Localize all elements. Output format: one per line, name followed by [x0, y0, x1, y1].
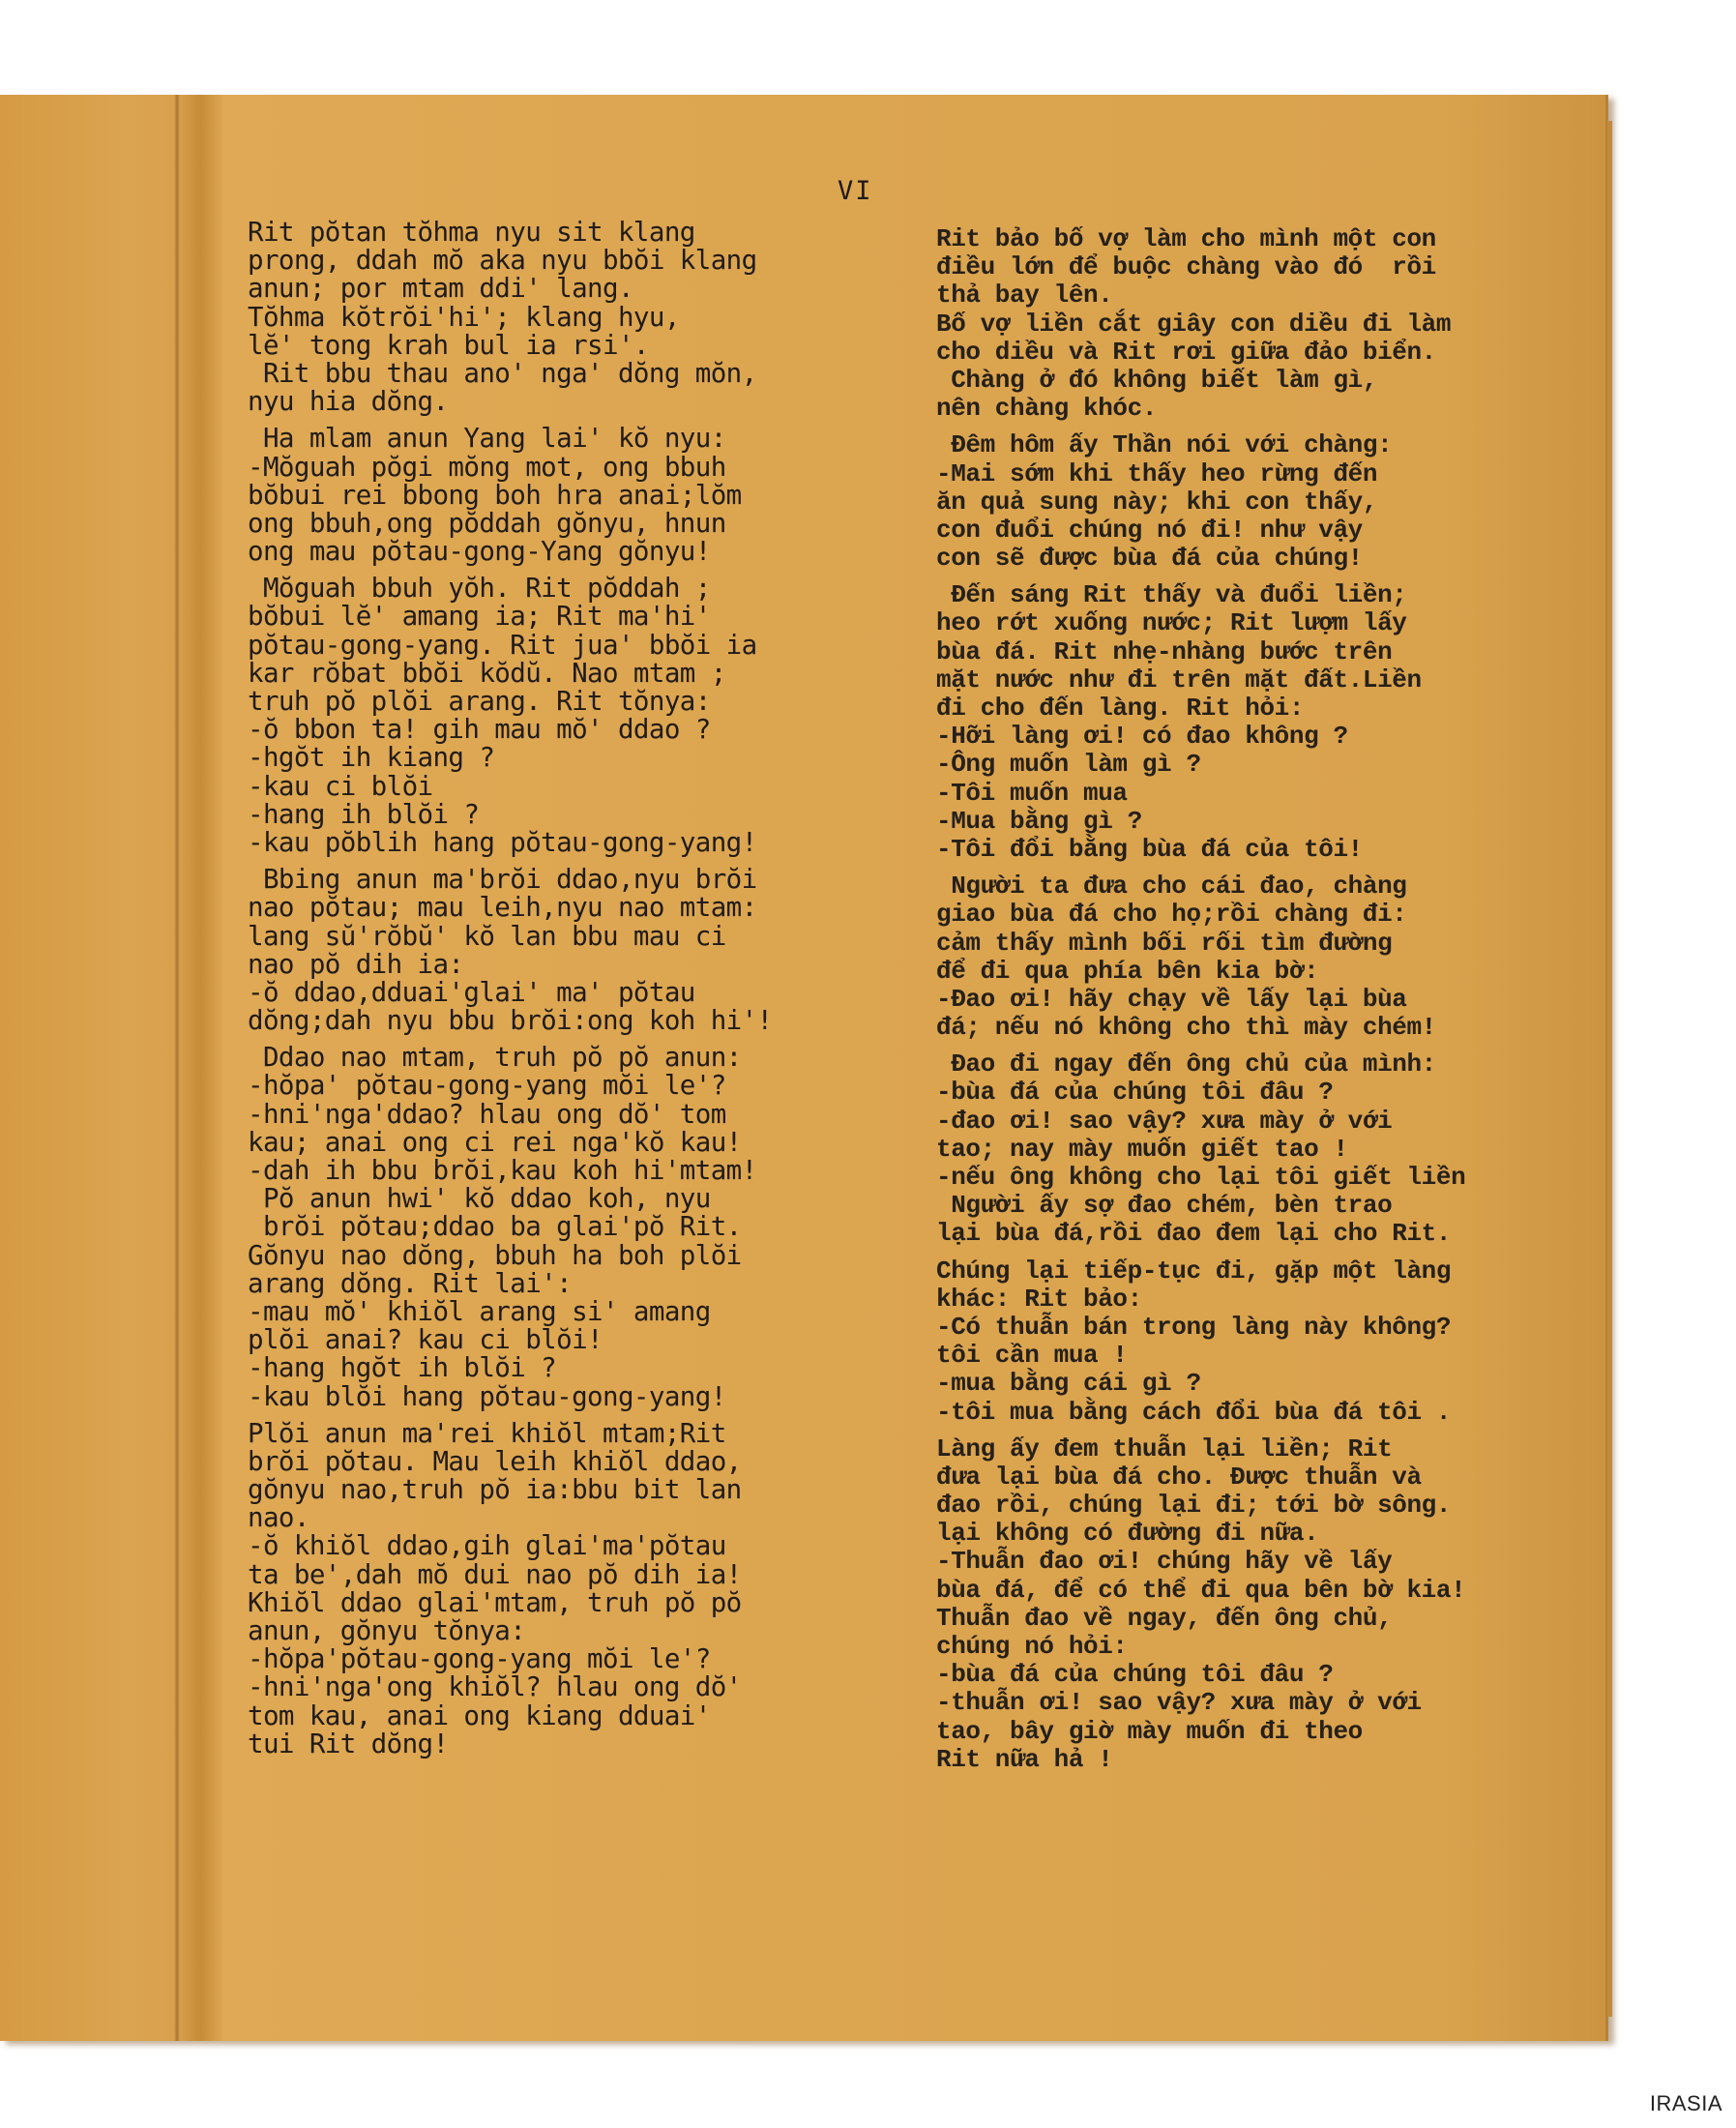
left-text-line: -hŏpa' pŏtau-gong-yang mŏi le'? — [248, 1070, 726, 1102]
right-text-line: khác: Rit bảo: — [936, 1284, 1142, 1314]
left-column-bahnar-text — [248, 219, 876, 1759]
left-text-line: -Mŏguah pŏgi mŏng mot, ong bbuh — [248, 451, 726, 483]
left-text-line: ong mau pŏtau-gong-Yang gŏnyu! — [248, 536, 711, 568]
right-text-line: Thuẫn đao về ngay, đến ông chủ, — [936, 1603, 1393, 1633]
right-text-line: Làng ấy đem thuẫn lại liền; Rit — [936, 1433, 1393, 1463]
right-text-line: lại không có đường đi nữa. — [936, 1519, 1319, 1549]
left-text-line: -hang ih blŏi ? — [248, 798, 480, 830]
right-text-line: -tôi mua bằng cách đổi bùa đá tôi . — [936, 1397, 1452, 1427]
right-text-line: Đến sáng Rit thấy và đuổi liền; — [936, 580, 1407, 610]
left-text-line: Ha mlam anun Yang lai' kŏ nyu: — [248, 423, 726, 455]
right-text-line: điều lớn để buộc chàng vào đó rồi — [936, 252, 1436, 282]
right-text-line: -đao ơi! sao vậy? xưa mày ở với — [936, 1106, 1393, 1136]
right-text-line: thả bay lên. — [936, 281, 1113, 310]
left-text-line: Mŏguah bbuh yŏh. Rit pŏddah ; — [248, 573, 711, 605]
right-text-line: ăn quả sung này; khi con thấy, — [936, 487, 1378, 517]
left-text-line: Ddao nao mtam, truh pŏ pŏ anun: — [248, 1042, 742, 1074]
left-text-line: -hgŏt ih kiang ? — [248, 742, 495, 774]
left-text-line: dŏng;dah nyu bbu brŏi:ong koh hi'! — [248, 1005, 773, 1037]
left-text-line: -ŏ ddao,dduai'glai' ma' pŏtau — [248, 976, 695, 1008]
right-text-line: -bùa đá của chúng tôi đâu ? — [936, 1660, 1334, 1690]
right-text-line: -Thuẫn đao ơi! chúng hãy về lấy — [936, 1547, 1393, 1577]
left-text-line: Bbing anun ma'brŏi ddao,nyu brŏi — [248, 864, 757, 896]
left-text-line: tom kau, anai ong kiang dduai' — [248, 1699, 711, 1731]
right-text-line: Đao đi ngay đến ông chủ của mình: — [936, 1049, 1436, 1079]
left-text-line: nao pŏtau; mau leih,nyu nao mtam: — [248, 892, 757, 924]
left-text-line: kar rŏbat bbŏi kŏdŭ. Nao mtam ; — [248, 657, 726, 689]
page-edge — [1607, 121, 1612, 2017]
left-text-line: brŏi pŏtau;ddao ba glai'pŏ Rit. — [248, 1211, 742, 1243]
right-text-line: Chàng ở đó không biết làm gì, — [936, 365, 1378, 395]
left-text-line: Tŏhma kŏtrŏi'hi'; klang hyu, — [248, 301, 680, 333]
left-text-line: nao. — [248, 1502, 309, 1534]
right-text-line: Người ta đưa cho cái đao, chàng — [936, 872, 1407, 901]
right-text-line: -mua bằng cái gì ? — [936, 1369, 1201, 1399]
left-text-line: Rit pŏtan tŏhma nyu sit klang — [248, 217, 695, 248]
left-text-line: Khiŏl ddao glai'mtam, truh pŏ pŏ — [248, 1586, 742, 1618]
right-text-line: -Mua bằng gì ? — [936, 806, 1142, 836]
right-text-line: đá; nếu nó không cho thì mày chém! — [936, 1013, 1436, 1043]
left-text-line: Plŏi anun ma'rei khiŏl mtam;Rit — [248, 1417, 726, 1449]
right-text-line: cảm thấy mình bối rối tìm đường — [936, 928, 1393, 958]
left-text-line: Pŏ anun hwi' kŏ ddao koh, nyu — [248, 1183, 711, 1215]
left-text-line: tui Rit dŏng! — [248, 1728, 449, 1759]
right-text-line: đi cho đến làng. Rit hỏi: — [936, 694, 1305, 723]
left-text-line: Gŏnyu nao dŏng, bbuh ha boh plŏi — [248, 1239, 742, 1271]
right-text-line: Chúng lại tiếp-tục đi, gặp một làng — [936, 1256, 1452, 1286]
left-text-line: lang sŭ'rŏbŭ' kŏ lan bbu mau ci — [248, 920, 726, 952]
right-text-line: tao; nay mày muốn giết tao ! — [936, 1134, 1348, 1164]
left-text-line: arang dŏng. Rit lai': — [248, 1267, 573, 1299]
left-text-line: prong, ddah mŏ aka nyu bbŏi klang — [248, 245, 757, 277]
right-text-line: để đi qua phía bên kia bờ: — [936, 956, 1319, 986]
right-text-line: cho diều và Rit rơi giữa đảo biển. — [936, 337, 1436, 367]
right-text-line: con sẽ được bùa đá của chúng! — [936, 544, 1363, 574]
right-text-line: -Hỡi làng ơi! có đao không ? — [936, 722, 1348, 752]
right-text-line: heo rớt xuống nước; Rit lượm lấy — [936, 608, 1407, 638]
left-text-line: -dah ih bbu brŏi,kau koh hi'mtam! — [248, 1155, 757, 1186]
right-column-vietnamese-text — [936, 225, 1555, 1774]
left-text-line: ong bbuh,ong pŏddah gŏnyu, hnun — [248, 507, 726, 539]
right-text-line: -Tôi đổi bằng bùa đá của tôi! — [936, 834, 1363, 864]
left-text-line: -hni'nga'ddao? hlau ong dŏ' tom — [248, 1098, 726, 1130]
right-text-line: Bố vợ liền cắt giây con diều đi làm — [936, 309, 1452, 339]
left-text-line: brŏi pŏtau. Mau leih khiŏl ddao, — [248, 1445, 742, 1477]
left-text-line: -hni'nga'ong khiŏl? hlau ong dŏ' — [248, 1671, 742, 1703]
right-text-line: -Đao ơi! hãy chạy về lấy lại bùa — [936, 984, 1407, 1014]
page-fold — [174, 95, 180, 2041]
right-text-line: đao rồi, chúng lại đi; tới bờ sông. — [936, 1491, 1452, 1521]
right-text-line: chúng nó hỏi: — [936, 1632, 1128, 1661]
right-text-line: bùa đá, để có thể đi qua bên bờ kia! — [936, 1575, 1466, 1605]
right-text-line: con đuổi chúng nó đi! như vậy — [936, 515, 1363, 545]
right-text-line: Rit bảo bố vợ làm cho mình một con — [936, 224, 1436, 253]
left-text-line: bŏbui rei bbong boh hra anai;lŏm — [248, 479, 742, 511]
watermark: IRASIA — [1649, 2091, 1722, 2115]
right-text-line: lại bùa đá,rồi đao đem lại cho Rit. — [936, 1219, 1452, 1249]
right-text-line: tôi cần mua ! — [936, 1341, 1128, 1371]
right-text-line: bùa đá. Rit nhẹ-nhàng bước trên — [936, 636, 1393, 666]
left-text-line: kau; anai ong ci rei nga'kŏ kau! — [248, 1126, 742, 1158]
left-text-line: anun; por mtam ddi' lang. — [248, 273, 633, 305]
right-text-line: -Mai sớm khi thấy heo rừng đến — [936, 458, 1378, 488]
right-text-line: đưa lại bùa đá cho. Được thuẫn và — [936, 1462, 1422, 1492]
right-text-line: -nếu ông không cho lại tôi giết liền — [936, 1163, 1466, 1192]
left-text-line: plŏi anai? kau ci blŏi! — [248, 1324, 603, 1356]
left-text-line: Rit bbu thau ano' nga' dŏng mŏn, — [248, 357, 757, 389]
right-text-line: -Tôi muốn mua — [936, 778, 1128, 808]
right-text-line: Đêm hôm ấy Thần nói với chàng: — [936, 430, 1393, 460]
right-text-line: nên chàng khóc. — [936, 394, 1158, 424]
left-text-line: bŏbui lĕ' amang ia; Rit ma'hi' — [248, 601, 711, 633]
left-text-line: -hŏpa'pŏtau-gong-yang mŏi le'? — [248, 1643, 711, 1675]
right-text-line: giao bùa đá cho họ;rồi chàng đi: — [936, 900, 1407, 930]
page-number: VI — [838, 176, 873, 206]
left-text-line: -mau mŏ' khiŏl arang si' amang — [248, 1295, 711, 1327]
left-text-line: anun, gŏnyu tŏnya: — [248, 1615, 526, 1646]
left-text-line: -hang hgŏt ih blŏi ? — [248, 1352, 557, 1384]
right-text-line: mặt nước như đi trên mặt đất.Liền — [936, 665, 1422, 695]
right-text-line: -bùa đá của chúng tôi đâu ? — [936, 1078, 1334, 1108]
left-text-line: nao pŏ dih ia: — [248, 948, 464, 980]
right-text-line: Người ấy sợ đao chém, bèn trao — [936, 1191, 1393, 1221]
right-text-line: -thuẫn ơi! sao vậy? xưa mày ở với — [936, 1688, 1422, 1718]
left-text-line: -kau blŏi hang pŏtau-gong-yang! — [248, 1380, 726, 1412]
left-text-line: lĕ' tong krah bul ia rsi'. — [248, 329, 649, 361]
right-text-line: Rit nữa hả ! — [936, 1744, 1113, 1774]
left-text-line: -ŏ bbon ta! gih mau mŏ' ddao ? — [248, 714, 711, 746]
right-text-line: -Ông muốn làm gì ? — [936, 750, 1201, 780]
left-text-line: truh pŏ plŏi arang. Rit tŏnya: — [248, 686, 711, 717]
right-text-line: tao, bây giờ mày muốn đi theo — [936, 1716, 1363, 1746]
left-text-line: pŏtau-gong-yang. Rit jua' bbŏi ia — [248, 629, 757, 661]
left-text-line: -kau pŏblih hang pŏtau-gong-yang! — [248, 826, 757, 858]
right-text-line: -Có thuẫn bán trong làng này không? — [936, 1312, 1452, 1342]
left-text-line: -kau ci blŏi — [248, 770, 433, 802]
left-text-line: nyu hia dŏng. — [248, 386, 449, 418]
left-text-line: -ŏ khiŏl ddao,gih glai'ma'pŏtau — [248, 1530, 726, 1562]
left-text-line: ta be',dah mŏ dui nao pŏ dih ia! — [248, 1558, 742, 1590]
left-text-line: gŏnyu nao,truh pŏ ia:bbu bit lan — [248, 1474, 742, 1506]
